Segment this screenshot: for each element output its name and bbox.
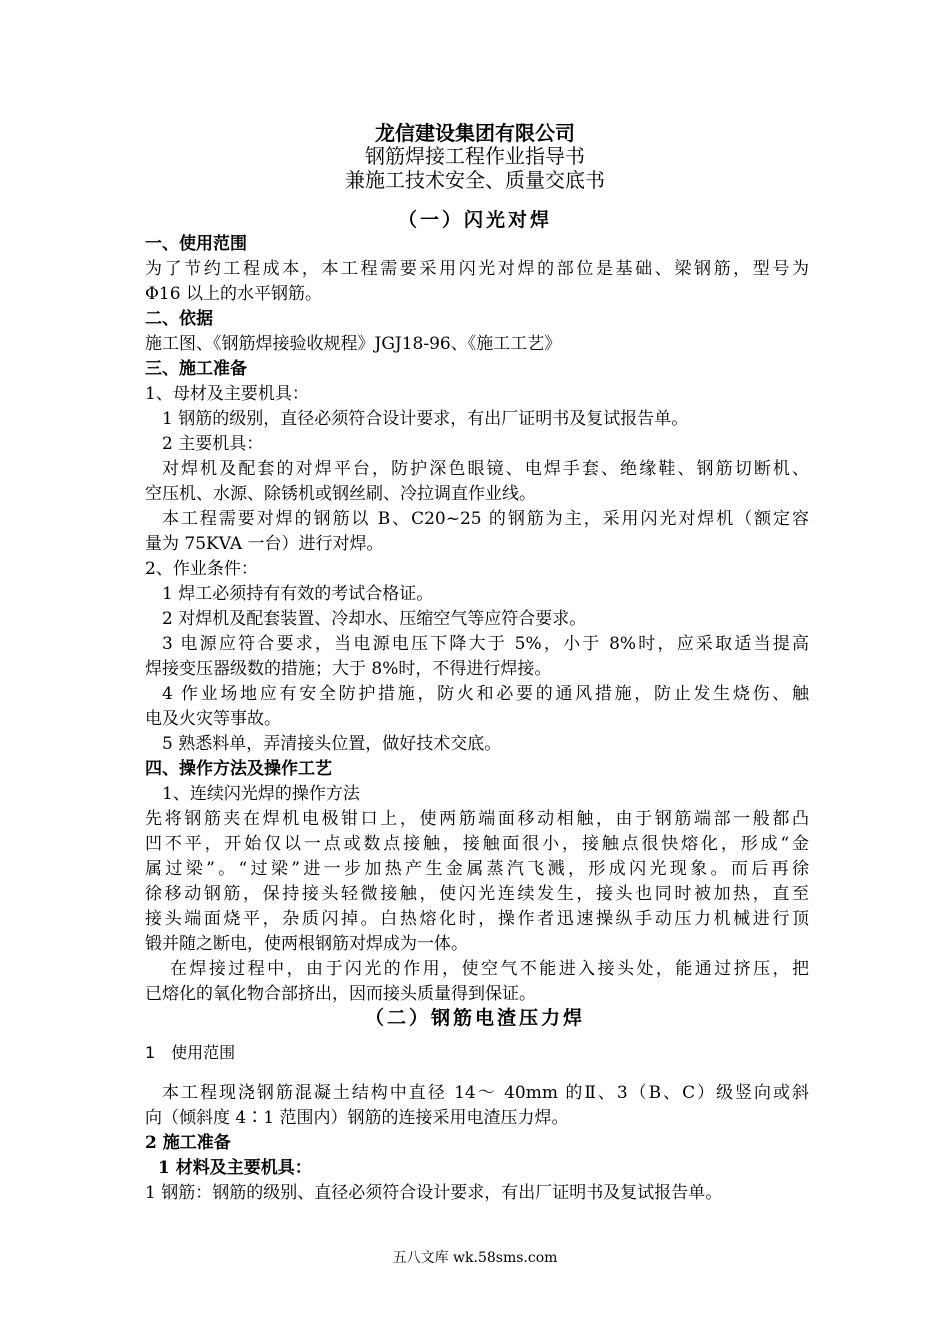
- paragraph-line: 锻并随之断电，使两根钢筋对焊成为一体。: [145, 934, 468, 954]
- heading-preparation-2: 2 施工准备: [145, 1133, 231, 1153]
- paragraph-line: 对焊机及配套的对焊平台，防护深色眼镜、电焊手套、绝缘鞋、钢筋切断机、: [162, 459, 809, 479]
- heading-scope: 一、使用范围: [145, 234, 247, 254]
- document-subtitle: 兼施工技术安全、质量交底书: [345, 168, 605, 192]
- subheading: 2、作业条件：: [145, 559, 258, 579]
- paragraph-line: 本工程需要对焊的钢筋以 B、C20~25 的钢筋为主，采用闪光对焊机（额定容: [162, 509, 809, 529]
- heading-scope-2: 1 使用范围: [145, 1043, 236, 1062]
- paragraph-line: 施工图、《钢筋焊接验收规程》JGJ18-96、《施工工艺》: [145, 334, 562, 354]
- paragraph-line: 先将钢筋夹在焊机电极钳口上，使两筋端面移动相触，由于钢筋端部一般都凸: [145, 809, 809, 829]
- paragraph-line: Φ16 以上的水平钢筋。: [145, 284, 322, 304]
- paragraph-line: 徐移动钢筋，保持接头轻微接触，使闪光连续发生，接头也同时被加热，直至: [145, 884, 809, 904]
- paragraph-line: 凹不平，开始仅以一点或数点接触，接触面很小，接触点很快熔化，形成“金: [145, 834, 809, 854]
- section-heading-flash-butt-welding: （一）闪光对焊: [397, 209, 552, 231]
- paragraph-line: 空压机、水源、除锈机或钢丝刷、冷拉调直作业线。: [145, 484, 536, 504]
- list-item: 2 对焊机及配套装置、冷却水、压缩空气等应符合要求。: [162, 609, 587, 629]
- list-item: 1 钢筋的级别，直径必须符合设计要求，有出厂证明书及复试报告单。: [162, 409, 689, 429]
- paragraph-line: 电及火灾等事故。: [145, 709, 281, 729]
- list-item: 5 熟悉料单，弄清接头位置，做好技术交底。: [162, 734, 502, 754]
- paragraph-line: 已熔化的氧化物合部挤出，因而接头质量得到保证。: [145, 984, 536, 1004]
- company-name: 龙信建设集团有限公司: [375, 121, 575, 145]
- paragraph-line: 在焊接过程中，由于闪光的作用，使空气不能进入接头处，能通过挤压，把: [170, 959, 809, 979]
- paragraph-line: 本工程现浇钢筋混凝土结构中直径 14～ 40mm 的Ⅱ、3（B、C）级竖向或斜: [162, 1083, 809, 1103]
- document-title: 钢筋焊接工程作业指导书: [365, 144, 585, 168]
- paragraph-line: 接头端面烧平，杂质闪掉。白热熔化时，操作者迅速操纵手动压力机械进行顶: [145, 909, 809, 929]
- section-heading-electroslag-welding: （二）钢筋电渣压力焊: [364, 1007, 585, 1029]
- paragraph-line: 属过梁”。“过梁”进一步加热产生金属蒸汽飞溅，形成闪光现象。而后再徐: [145, 859, 809, 879]
- paragraph-line: 焊接变压器级数的措施；大于 8%时，不得进行焊接。: [145, 659, 552, 679]
- paragraph-line: 量为 75KVA 一台）进行对焊。: [145, 534, 384, 554]
- paragraph-line: 为了节约工程成本，本工程需要采用闪光对焊的部位是基础、梁钢筋，型号为: [145, 259, 809, 279]
- heading-preparation: 三、施工准备: [145, 359, 247, 379]
- subheading-materials: 1 材料及主要机具：: [158, 1158, 312, 1178]
- heading-operation: 四、操作方法及操作工艺: [145, 759, 332, 779]
- subheading: 1、母材及主要机具：: [145, 384, 309, 404]
- list-item: 1 焊工必须持有有效的考试合格证。: [162, 584, 434, 604]
- list-item: 4 作业场地应有安全防护措施，防火和必要的通风措施，防止发生烧伤、触: [162, 684, 809, 704]
- list-item: 3 电源应符合要求，当电源电压下降大于 5%，小于 8%时，应采取适当提高: [162, 634, 809, 654]
- footer-watermark: 五八文库 wk.58sms.com: [392, 1250, 558, 1266]
- paragraph-line: 向（倾斜度 4∶1 范围内）钢筋的连接采用电渣压力焊。: [145, 1108, 569, 1128]
- subheading: 1、连续闪光焊的操作方法: [162, 784, 360, 804]
- list-item: 2 主要机具：: [162, 434, 264, 454]
- list-item: 1 钢筋：钢筋的级别、直径必须符合设计要求，有出厂证明书及复试报告单。: [145, 1183, 723, 1203]
- heading-basis: 二、依据: [145, 309, 213, 329]
